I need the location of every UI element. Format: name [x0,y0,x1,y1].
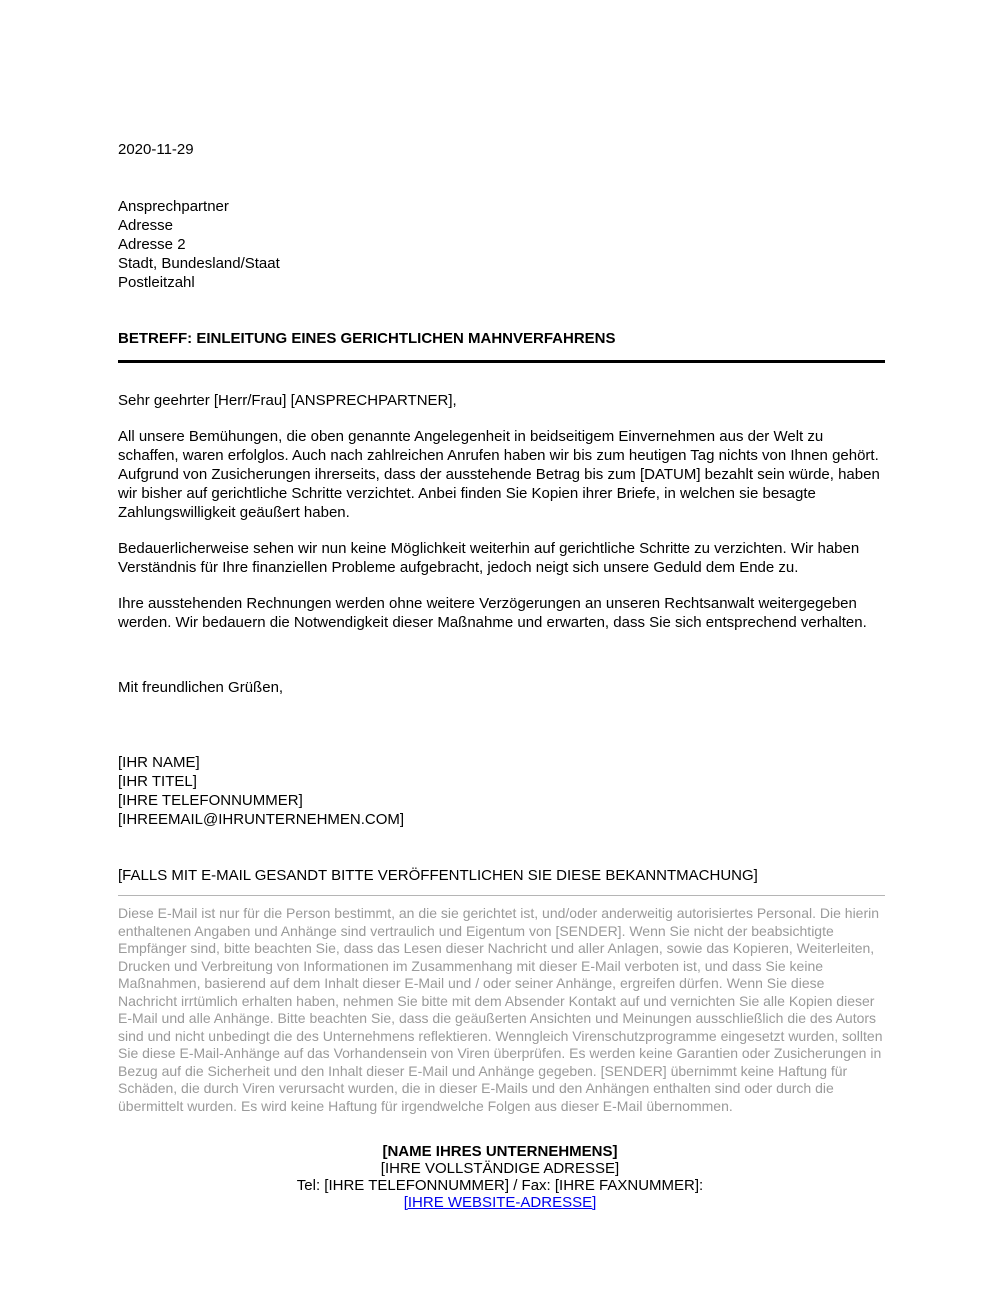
signature-phone: [IHRE TELEFONNUMMER] [118,792,303,809]
footer-website-link[interactable]: [IHRE WEBSITE-ADRESSE] [403,1194,597,1211]
letter-date: 2020-11-29 [118,141,194,158]
recipient-postal-code: Postleitzahl [118,274,195,291]
footer-company: [NAME IHRES UNTERNEHMENS] [382,1143,618,1160]
footer-address: [IHRE VOLLSTÄNDIGE ADRESSE] [380,1160,620,1177]
recipient-address2: Adresse 2 [118,236,186,253]
signature-block [118,753,885,829]
subject-line: BETREFF: EINLEITUNG EINES GERICHTLICHEN MAHNVERFAHRENS [118,330,616,347]
email-notice: [FALLS MIT E-MAIL GESANDT BITTE VERÖFFENTLICHEN SIE DIESE BEKANNTMACHUNG] [118,867,758,884]
body-paragraph-1: All unsere Bemühungen, die oben genannte Angelegenheit in beidseitigem Einvernehmen aus der Welt zu schaffen, waren erfolglos. Auch nach zahlreichen Anrufen haben wir bis zum heutigen Tag nichts von Ihnen gehört. Aufgrund von Zusicherungen ihrerseits, dass der ausstehende Betrag bis zum [DATUM] bezahlt sein würde, haben wir bisher auf gerichtliche Schritte verzichtet. Anbei finden Sie Kopien ihrer Briefe, in welchen sie besagte Zahlungswilligkeit geäußert haben. [118,428,880,521]
signature-title: [IHR TITEL] [118,773,197,790]
recipient-address: Adresse [118,217,174,234]
signature-name: [IHR NAME] [118,754,200,771]
footer-phone-fax: Tel: [IHRE TELEFONNUMMER] / Fax: [IHRE FAXNUMMER]: [296,1177,704,1194]
disclaimer-divider [118,895,885,896]
body-paragraph-3: Ihre ausstehenden Rechnungen werden ohne weitere Verzögerungen an unseren Rechtsanwalt weitergegeben werden. Wir bedauern die Notwendigkeit dieser Maßnahme und erwarten, dass Sie sich entsprechend verhalten. [118,595,867,631]
signature-email: [IHREEMAIL@IHRUNTERNEHMEN.COM] [118,811,405,828]
body-paragraph-2: Bedauerlicherweise sehen wir nun keine Möglichkeit weiterhin auf gerichtliche Schritte zu verzichten. Wir haben Verständnis für Ihre finanziellen Probleme aufgebracht, jedoch neigt sich unsere Geduld dem Ende zu. [118,540,860,576]
salutation: Sehr geehrter [Herr/Frau] [ANSPRECHPARTNER], [118,392,457,409]
recipient-city-state: Stadt, Bundesland/Staat [118,255,280,272]
closing: Mit freundlichen Grüßen, [118,679,284,696]
subject-divider [118,360,885,363]
letter-footer [100,1143,900,1211]
recipient-contact: Ansprechpartner [118,198,229,215]
recipient-block [118,197,885,292]
disclaimer-text: Diese E-Mail ist nur für die Person bestimmt, an die sie gerichtet ist, und/oder anderweitig autorisiertes Personal. Die hierin enthaltenen Angaben und Anhänge sind vertraulich und Eigentum von [SENDER]. Wenn Sie nicht der beabsichtigte Empfänger sind, bitte beachten Sie, dass das Lesen dieser Nachricht und aller Anlagen, sowie das Kopieren, Weiterleiten, Drucken und Verbreitung von Informationen im Zusammenhang mit dieser E-Mail verboten ist, und dass Sie keine Maßnahmen, basierend auf dem Inhalt dieser E-Mail und / oder seiner Anhänge, ergreifen dürfen. Wenn Sie diese Nachricht irrtümlich erhalten haben, nehmen Sie bitte mit dem Absender Kontakt auf und vernichten Sie alle Kopien dieser E-Mail und alle Anhänge. Bitte beachten Sie, dass die geäußerten Ansichten und Meinungen ausschließlich die des Autors sind und nicht unbedingt die des Unternehmens reflektieren. Wenngleich Virenschutzprogramme eingesetzt wurden, sollten Sie diese E-Mail-Anhänge auf das Vorhandensein von Viren überprüfen. Es werden keine Garantien oder Zusicherungen in Bezug auf die Sicherheit und den Inhalt dieser E-Mail und Anhänge gegeben. [SENDER] übernimmt keine Haftung für Schäden, die durch Viren verursacht wurden, die in dieser E-Mails und den Anhängen enthalten sind oder durch die übermittelt wurden. Es wird keine Haftung für irgendwelche Folgen aus dieser E-Mail übernommen. [118,905,883,1114]
